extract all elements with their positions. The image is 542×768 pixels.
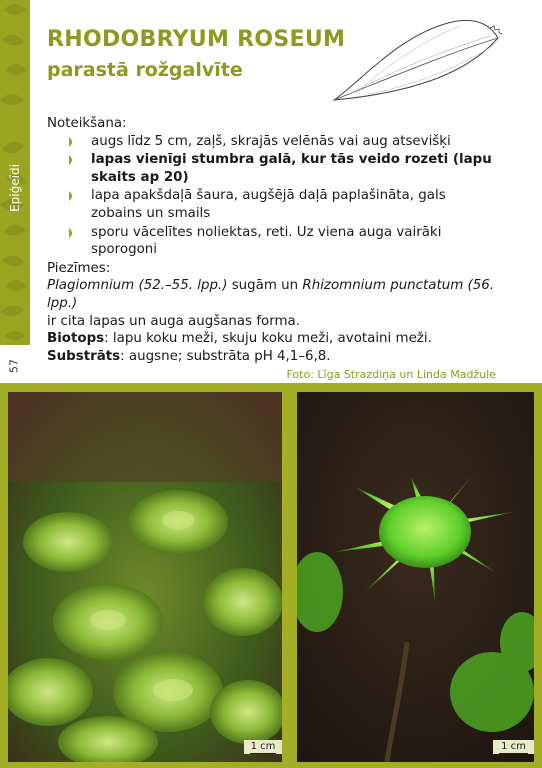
moss-colony-photo	[8, 392, 282, 762]
bullet-icon	[69, 155, 75, 165]
moss-rosette-photo	[297, 392, 534, 762]
page-number: 57	[7, 359, 21, 373]
species-common-name: parastā rožgalvīte	[47, 59, 243, 81]
species-title: RHODOBRYUM ROSEUM	[47, 27, 346, 52]
notes-heading: Piezīmes:	[47, 260, 111, 276]
description-block	[47, 115, 497, 365]
section-label: Epiģeīdi	[8, 163, 22, 212]
notes-text: Plagiomnium (52.–55. lpp.) sugām un Rhizomnium punctatum (56. lpp.) ir cita lapas un auga augšanas forma.	[47, 278, 495, 329]
leaf-sketch-illustration	[330, 12, 502, 107]
list-item: sporu vācelītes noliektas, reti. Uz viena auga vairāki sporogoni	[91, 224, 497, 259]
identification-heading: Noteikšana:	[47, 116, 127, 131]
identification-list	[47, 133, 497, 259]
list-item: lapas vienīgi stumbra galā, kur tās veido rozeti (lapu skaits ap 20)	[91, 151, 497, 186]
habitat-text: Biotops: lapu koku meži, skuju koku meži, avotaini meži. Substrāts: augsne; substrāta pH 4,1–6,8.	[47, 331, 432, 364]
list-item: lapa apakšdaļā šaura, augšējā daļā paplašināta, gals zobains un smails	[91, 187, 497, 222]
scale-bar-left: 1 cm	[244, 740, 282, 754]
list-item: augs līdz 5 cm, zaļš, skrajās velēnās vai aug atsevišķi	[91, 133, 497, 151]
side-decorative-band	[0, 0, 30, 345]
scale-bar-right: 1 cm	[493, 740, 534, 754]
bullet-icon	[69, 191, 75, 201]
bullet-icon	[69, 228, 75, 238]
bullet-icon	[69, 137, 75, 147]
photo-credit: Foto: Līga Strazdiņa un Linda Madžule	[286, 368, 496, 381]
